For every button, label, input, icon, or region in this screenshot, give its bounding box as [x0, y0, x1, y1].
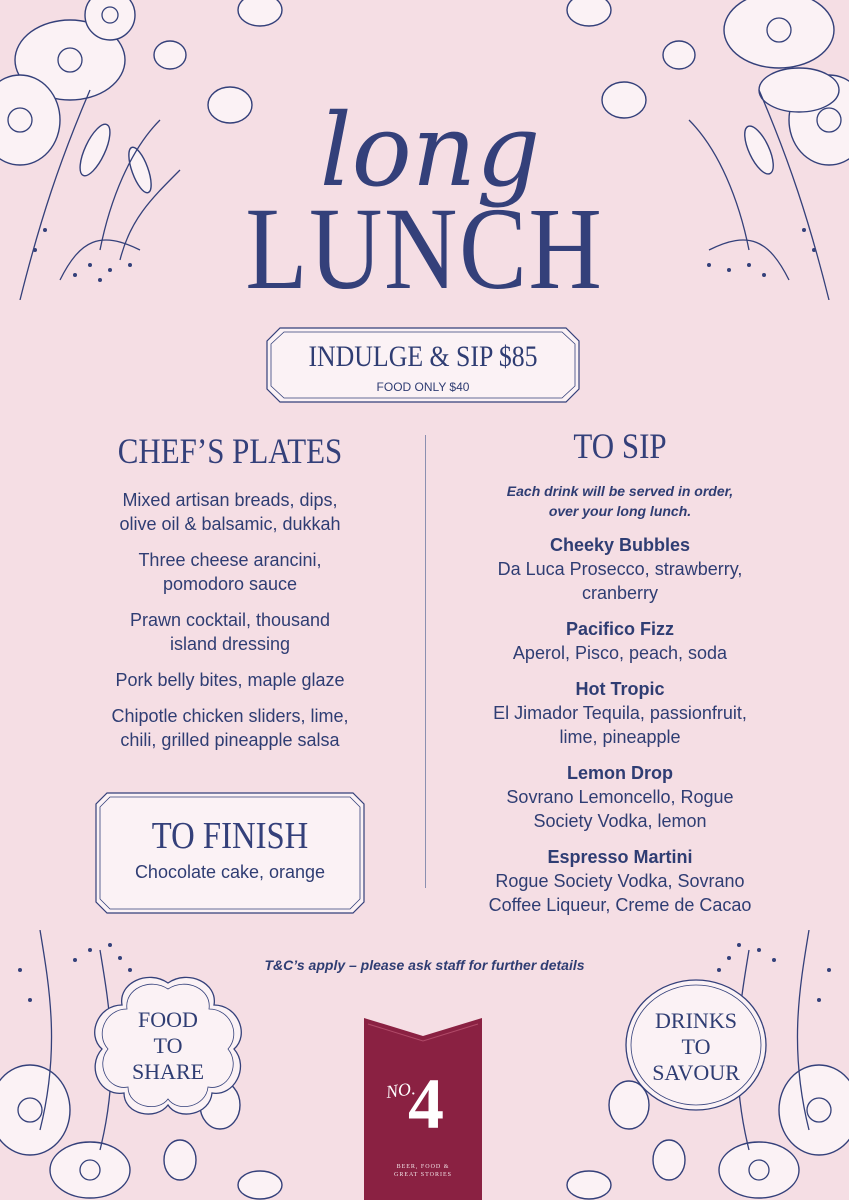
- to-finish-item: Chocolate cake, orange: [134, 862, 326, 882]
- svg-text:long: long: [319, 92, 541, 209]
- title-lunch: LUNCH: [245, 183, 604, 314]
- offer-food-only-price: FOOD ONLY $40: [376, 380, 470, 394]
- to-sip-note: Each drink will be served in order, over your long lunch.: [506, 483, 734, 519]
- drink-name: Cheeky Bubbles: [549, 535, 691, 555]
- drink-description: El Jimador Tequila, passionfruit, lime, pineapple: [493, 703, 747, 747]
- drink-item: [460, 677, 780, 749]
- drink-item: [460, 761, 780, 833]
- chefs-plates-heading: CHEF’S PLATES: [117, 431, 343, 471]
- terms-and-conditions: T&C’s apply – please ask staff for further details: [264, 957, 585, 973]
- logo-number: 4: [408, 1064, 444, 1144]
- drink-item: [460, 533, 780, 605]
- food-to-share-badge: FOOD TO SHARE: [131, 1007, 205, 1084]
- logo-no-text: NO.: [384, 1078, 417, 1102]
- to-finish-heading: TO FINISH: [151, 815, 309, 857]
- logo-tagline: BEER, FOOD & GREAT STORIES: [394, 1164, 452, 1178]
- drink-description: Da Luca Prosecco, strawberry, cranberry: [497, 559, 743, 603]
- menu-item: Mixed artisan breads, dips, olive oil & balsamic, dukkah: [119, 490, 341, 534]
- menu-item: Pork belly bites, maple glaze: [115, 670, 345, 690]
- offer-price: INDULGE & SIP $85: [308, 340, 538, 373]
- to-sip-section: [460, 425, 780, 929]
- chefs-plates-section: [80, 430, 380, 764]
- to-sip-heading: TO SIP: [573, 426, 667, 466]
- column-divider: [425, 435, 426, 888]
- drink-description: Rogue Society Vodka, Sovrano Coffee Liqueur, Creme de Cacao: [488, 871, 752, 915]
- drink-item: [460, 845, 780, 917]
- menu-item: Three cheese arancini, pomodoro sauce: [138, 550, 322, 594]
- menu-item: Chipotle chicken sliders, lime, chili, grilled pineapple salsa: [111, 706, 349, 750]
- drink-name: Pacifico Fizz: [565, 619, 675, 639]
- drink-name: Lemon Drop: [567, 763, 673, 783]
- drink-name: Hot Tropic: [575, 679, 665, 699]
- drink-description: Aperol, Pisco, peach, soda: [512, 643, 728, 663]
- drinks-to-savour-badge: DRINKS TO SAVOUR: [652, 1008, 740, 1085]
- drink-name: Espresso Martini: [547, 847, 693, 867]
- drink-description: Sovrano Lemoncello, Rogue Society Vodka, lemon: [506, 787, 734, 831]
- menu-item: Prawn cocktail, thousand island dressing: [129, 610, 331, 654]
- drink-item: [460, 617, 780, 665]
